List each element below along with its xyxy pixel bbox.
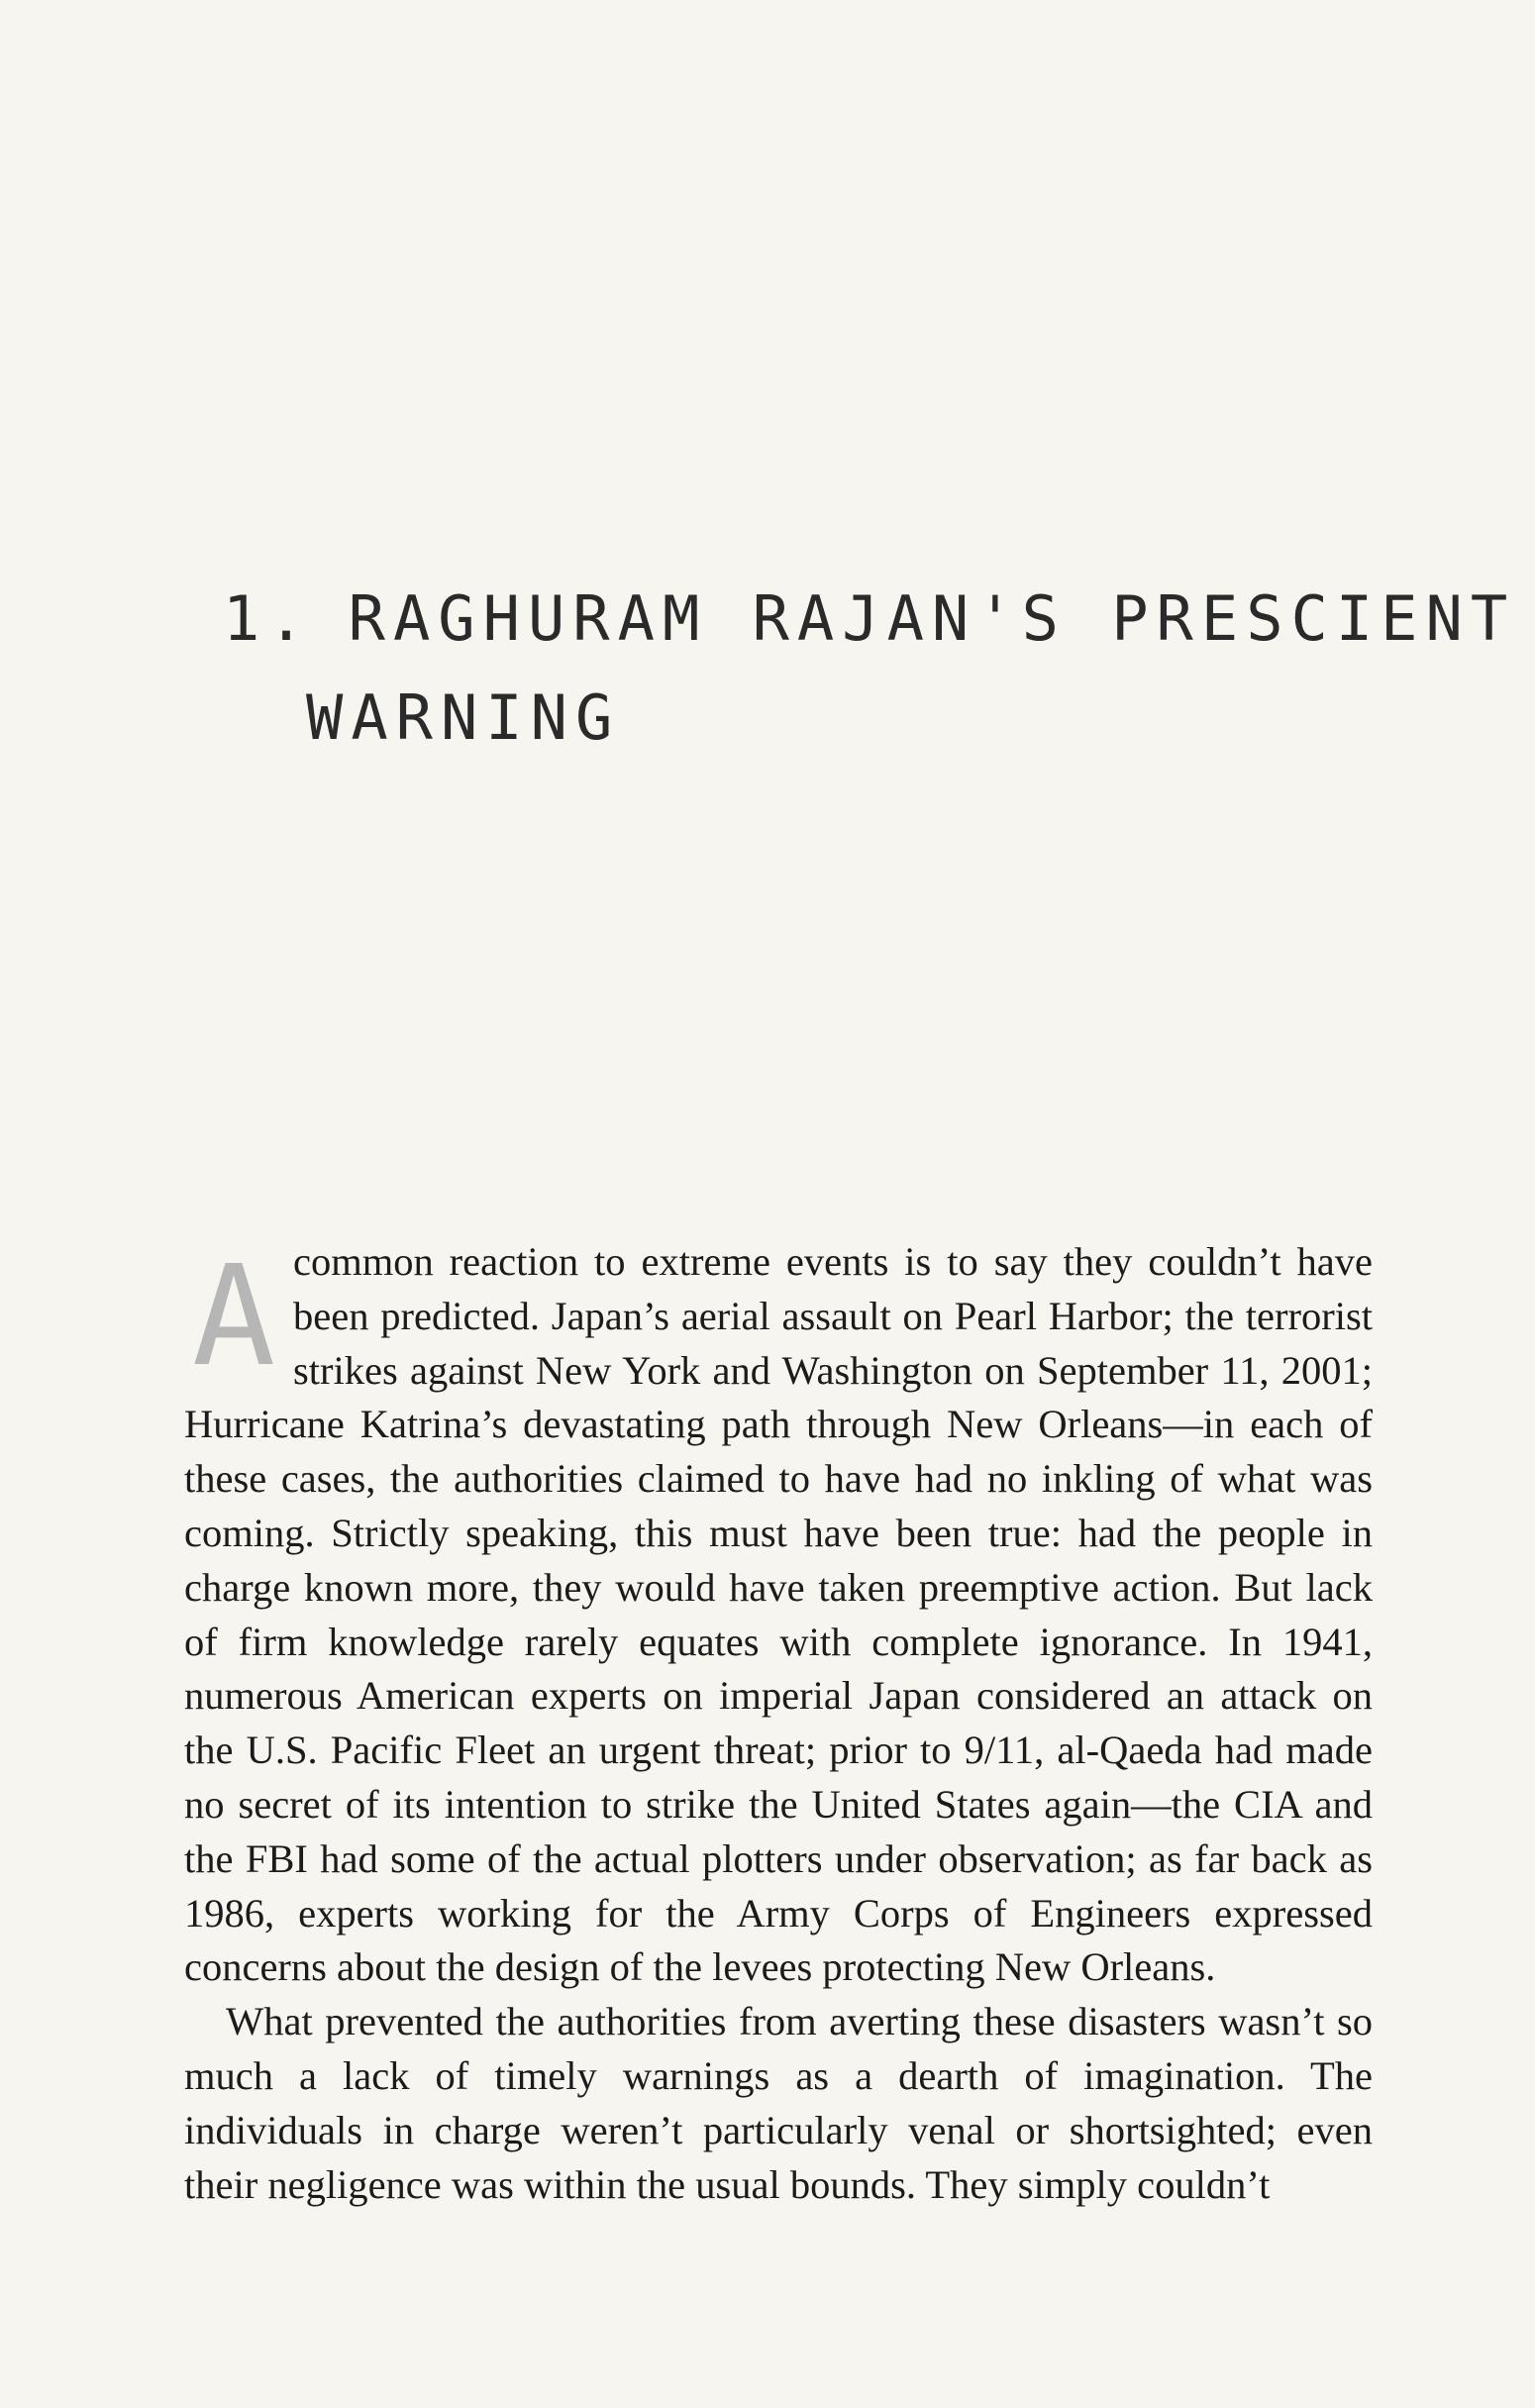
chapter-heading (223, 570, 1516, 768)
paragraph-1-text: common reaction to extreme events is to say they couldn’t have been predicted. Japan’s aerial assault on Pearl Harbor; the terrorist strikes against New York and Washington on September 11, 2001; Hurricane Katrina’s devastating path through New Orleans—in each of these cases, the authorities claimed to have had no inkling of what was coming. Strictly speaking, this must have been true: had the people in charge known more, they would have taken preemptive action. But lack of firm knowledge rarely equates with complete ignorance. In 1941, numerous American experts on imperial Japan considered an attack on the U.S. Pacific Fleet an urgent threat; prior to 9/11, al-Qaeda had made no secret of its intention to strike the United States again—the CIA and the FBI had some of the actual plotters under observation; as far back as 1986, experts working for the Army Corps of Engineers expressed concerns about the design of the levees protecting New Orleans. (184, 1239, 1373, 1990)
paragraph-1 (184, 1235, 1373, 1995)
body-text (184, 1235, 1373, 2212)
drop-cap: A (191, 1236, 276, 1398)
chapter-number: 1. (223, 582, 313, 655)
paragraph-2: What prevented the authorities from averting these disasters wasn’t so much a lack of timely warnings as a dearth of imagination. The individuals in charge weren’t particularly venal or shortsighted; even their negligence was within the usual bounds. They simply couldn’t (184, 1999, 1373, 2207)
chapter-title-line-1: RAGHURAM RAJAN'S PRESCIENT (348, 582, 1516, 655)
chapter-title-line-2: WARNING (306, 681, 621, 754)
chapter-heading-line-1 (223, 570, 1516, 669)
